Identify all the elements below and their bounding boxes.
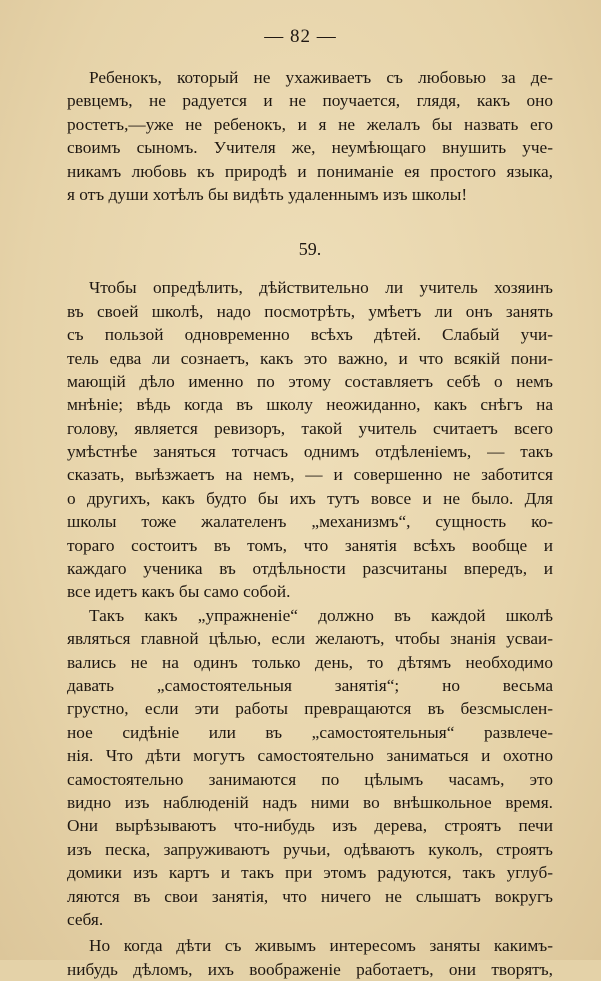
text-line: никамъ любовь къ природѣ и пониманіе ея простого языка, — [67, 161, 553, 181]
text-line: мающій дѣло именно по этому составляетъ себѣ о немъ — [67, 371, 553, 391]
text-line: о другихъ, какъ будто бы ихъ тутъ вовсе и не было. Для — [67, 488, 553, 508]
text-line: видно изъ наблюденій надъ ними во внѣшкольное время. — [67, 792, 553, 812]
text-line: тораго состоитъ въ томъ, что занятія всѣхъ вообще и — [67, 535, 553, 555]
text-line: каждаго ученика въ отдѣльности разсчитаны впередъ, и — [67, 559, 553, 579]
text-line: Такъ какъ „упражненіе“ должно въ каждой школѣ — [89, 605, 553, 625]
text-line: самостоятельно занимаются по цѣлымъ часамъ, это — [67, 769, 553, 789]
paragraph-3 — [67, 934, 553, 981]
text-line: школы тоже жалателенъ „механизмъ“, сущность ко- — [67, 512, 553, 532]
text-line: грустно, если эти работы превращаются въ безсмыслен- — [67, 699, 553, 719]
text-line: себя. — [67, 909, 104, 929]
text-line: ное сидѣніе или въ „самостоятельныя“ развлече- — [67, 722, 553, 742]
paragraph-1 — [67, 276, 553, 603]
text-line: являться главной цѣлью, если желаютъ, чтобы знанія усваи- — [67, 629, 553, 649]
section-number: 59. — [298, 239, 322, 260]
text-line: домики изъ картъ и такъ при этомъ радуются, такъ углуб- — [67, 863, 553, 883]
text-line: съ пользой одновременно всѣхъ дѣтей. Слабый учи- — [67, 325, 553, 345]
text-line: ростетъ,—уже не ребенокъ, и я не желалъ бы назвать его — [67, 114, 553, 134]
text-line: ревцемъ, не радуется и не поучается, глядя, какъ оно — [67, 91, 553, 111]
text-line: вались не на одинъ только день, то дѣтямъ необходимо — [67, 652, 553, 672]
text-line: сказать, выѣзжаетъ на немъ, — и совершенно не заботится — [67, 465, 553, 485]
text-line: мнѣніе; вѣдь когда въ школу неожиданно, какъ снѣгъ на — [67, 395, 553, 415]
text-line: въ своей школѣ, надо посмотрѣть, умѣетъ ли онъ занять — [67, 301, 553, 321]
paragraph-2 — [67, 604, 553, 931]
text-line: давать „самостоятельныя занятія“; но весьма — [67, 675, 553, 695]
page-body — [67, 66, 553, 981]
page-number: — 82 — — [264, 26, 337, 47]
text-line: нія. Что дѣти могутъ самостоятельно заниматься и охотно — [67, 746, 553, 766]
text-line: ляются въ свои занятія, что ничего не слышатъ вокругъ — [67, 886, 553, 906]
text-line: нибудь дѣломъ, ихъ воображеніе работаетъ, они творятъ, — [67, 959, 553, 979]
text-line: Чтобы опредѣлить, дѣйствительно ли учитель хозяинъ — [89, 278, 553, 298]
text-line: я отъ души хотѣлъ бы видѣть удаленнымъ изъ школы! — [67, 184, 468, 204]
text-line: голову, является ревизоръ, такой учитель считаетъ всего — [67, 418, 553, 438]
text-line: Но когда дѣти съ живымъ интересомъ заняты какимъ- — [89, 936, 553, 956]
text-line: Они вырѣзываютъ что-нибудь изъ дерева, строятъ печи — [67, 816, 553, 836]
paragraph-intro — [67, 66, 553, 206]
text-line: изъ песка, запруживаютъ ручьи, одѣваютъ куколъ, строятъ — [67, 839, 553, 859]
text-line: умѣстнѣе заняться тотчасъ однимъ отдѣленіемъ, — такъ — [67, 442, 553, 462]
text-line: тель едва ли сознаетъ, какъ это важно, и что всякій пони- — [67, 348, 553, 368]
text-line: все идетъ какъ бы само собой. — [67, 582, 291, 602]
text-line: своимъ сыномъ. Учителя же, неумѣющаго внушить уче- — [67, 138, 553, 158]
text-line: Ребенокъ, который не ухаживаетъ съ любовью за де- — [89, 68, 553, 87]
